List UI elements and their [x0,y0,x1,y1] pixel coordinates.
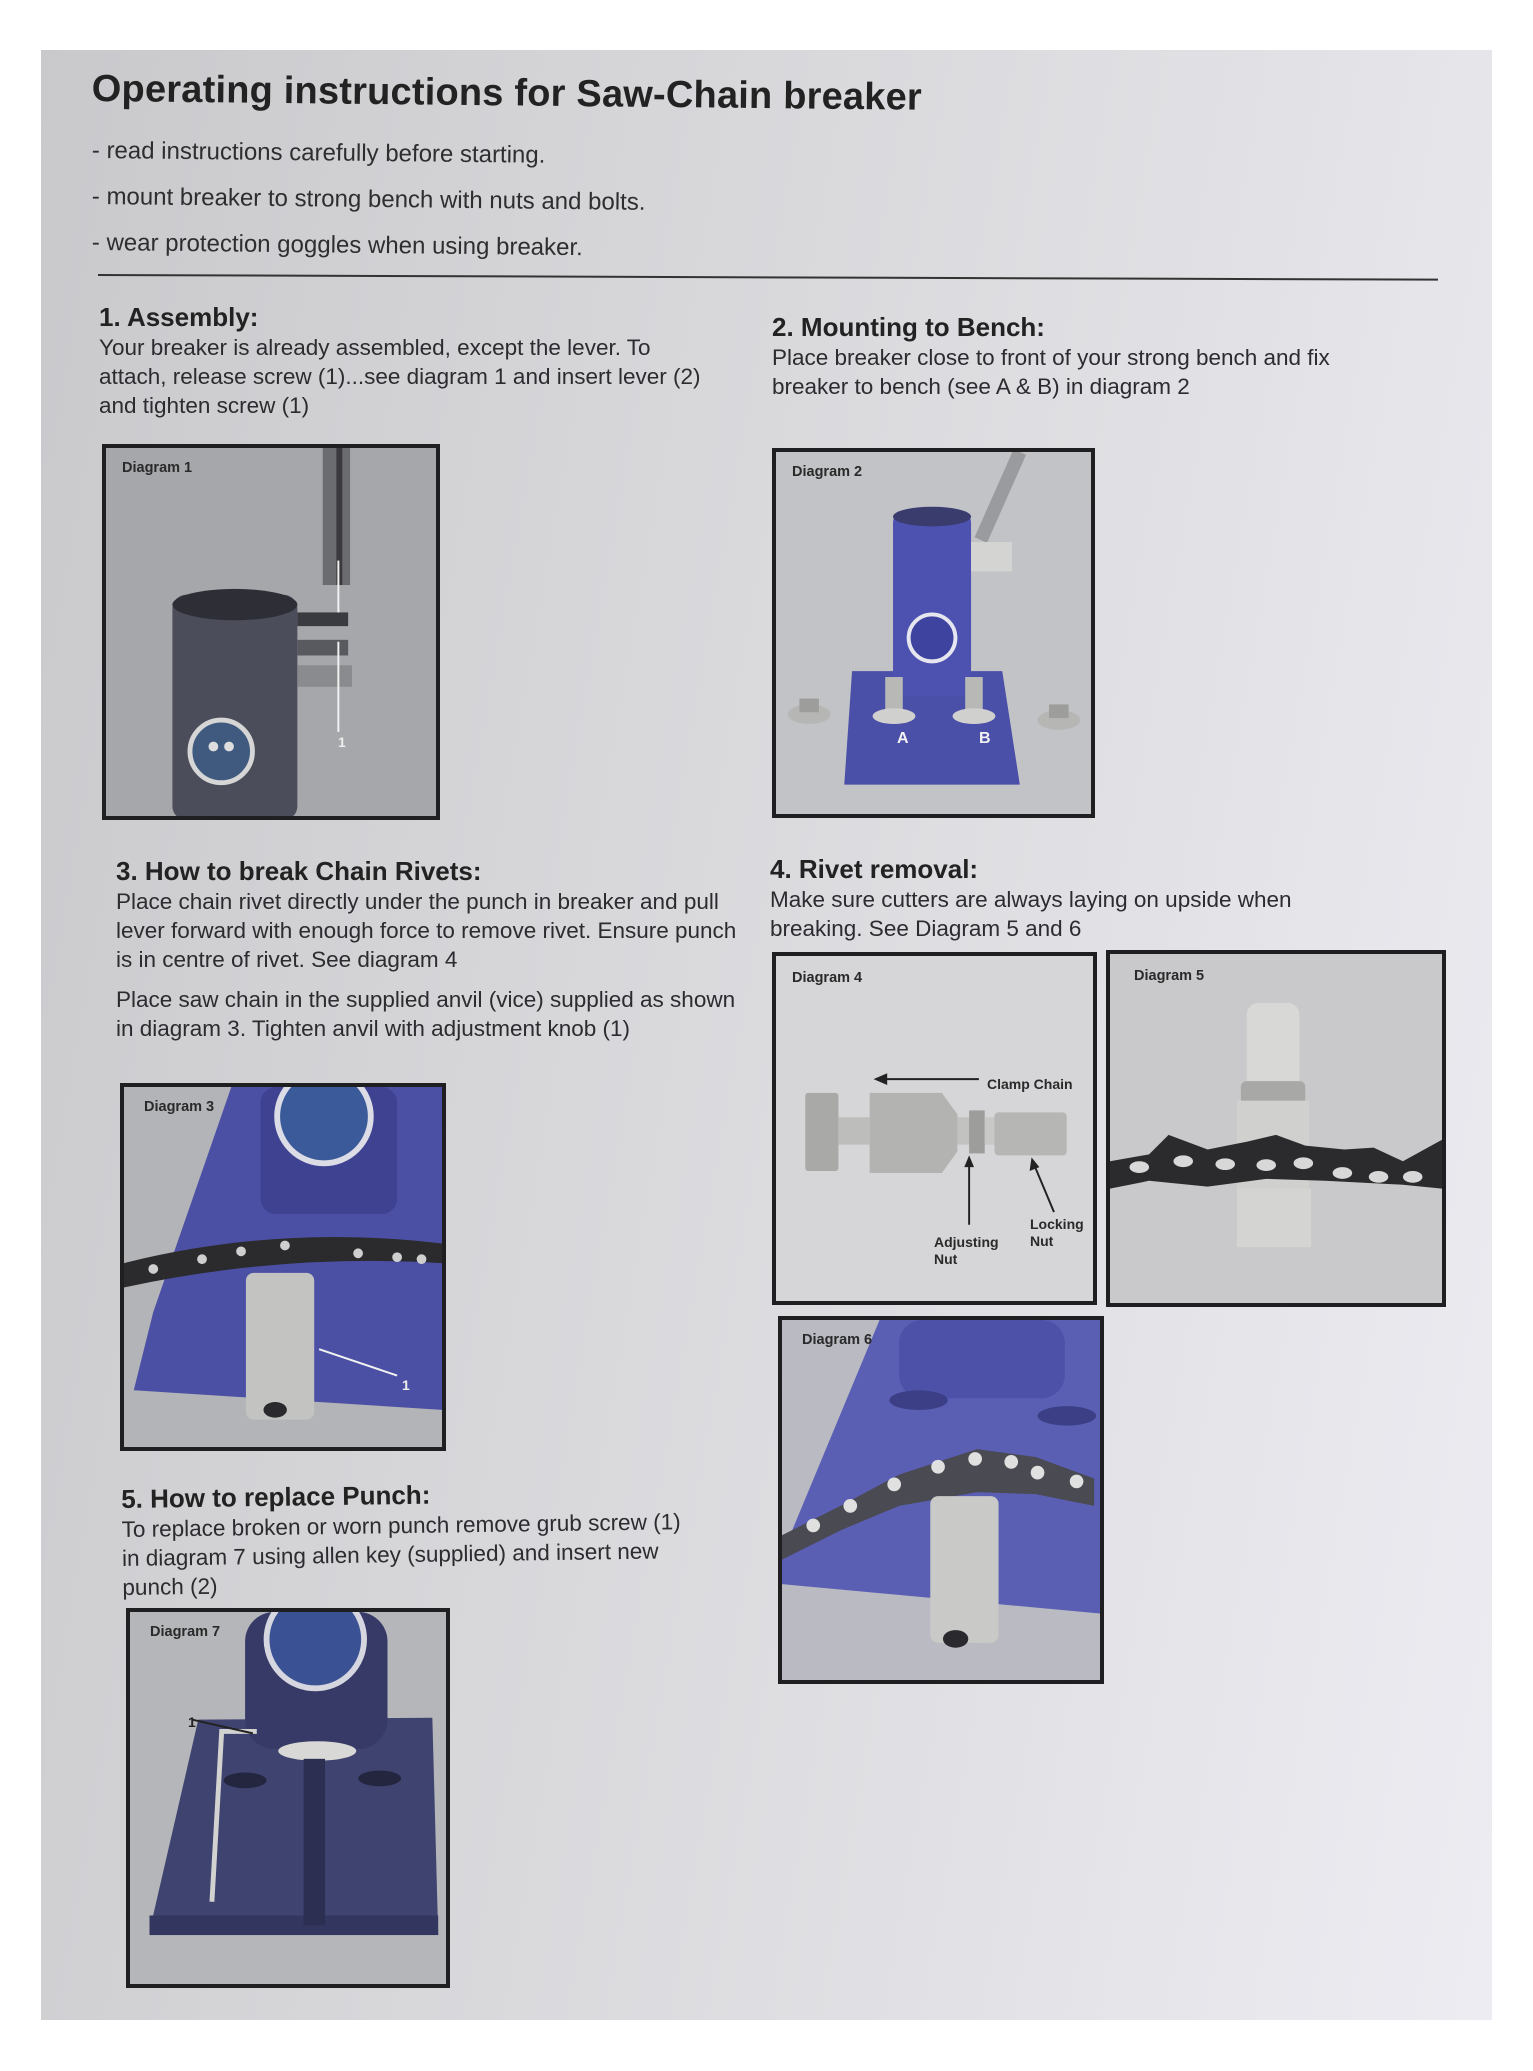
section-paragraph: Place saw chain in the supplied anvil (vice) supplied as shown in diagram 3. Tighten anvil with adjustment knob (1) [116,987,736,1041]
section-heading: 4. Rivet removal: [770,854,979,884]
diagram-label: Diagram 4 [792,970,863,986]
diagram-2 [772,448,1095,818]
diagram-label: Diagram 2 [792,464,863,480]
mount-point-b: B [979,730,991,747]
chain-in-anvil-photo [124,1087,442,1447]
diagram-6 [778,1316,1104,1684]
section-heading: 1. Assembly: [99,302,259,332]
rivet-removal-photo [782,1320,1100,1680]
section-rivet-removal [770,854,1390,954]
diagram-3 [120,1083,446,1451]
diagram-label: Diagram 3 [144,1099,215,1115]
mount-point-a: A [897,730,909,747]
diagram-label: Diagram 5 [1134,968,1205,984]
precaution-mount: - mount breaker to strong bench with nuts and bolts. [91,183,646,216]
section-heading: 3. How to break Chain Rivets: [116,856,482,886]
section-paragraph: Make sure cutters are always laying on upside when breaking. See Diagram 5 and 6 [770,887,1292,941]
section-break-rivets [116,856,741,1054]
section-text [121,1507,682,1602]
section-paragraph: Place breaker close to front of your strong bench and fix breaker to bench (see A & B) in diagram 2 [772,345,1330,399]
section-paragraph: To replace broken or worn punch remove grub screw (1) in diagram 7 using allen key (supplied) and insert new punch (2) [121,1509,681,1600]
clamp-chain-label: Clamp Chain [987,1076,1073,1092]
page-title: Operating instructions for Saw-Chain breaker [91,68,923,119]
breaker-lever-photo [106,448,436,816]
punch-replacement-photo [130,1612,446,1984]
bench-mount-photo [776,452,1091,814]
diagram-1 [102,444,440,820]
section-text [116,887,741,1043]
section-paragraph: Place chain rivet directly under the punch in breaker and pull lever forward with enough force to remove rivet. Ensure punch is in centre of rivet. See diagram 4 [116,889,737,972]
section-replace-punch [121,1476,683,1613]
section-assembly [99,302,719,431]
callout-number: 1 [402,1377,410,1393]
section-heading: 5. How to replace Punch: [121,1479,431,1514]
locking-nut-label: Locking Nut [1030,1216,1084,1249]
section-text [99,333,719,420]
section-mounting [772,312,1392,412]
diagram-7 [126,1608,450,1988]
callout-number: 1 [188,1714,196,1730]
diagram-label: Diagram 1 [122,460,193,476]
adjusting-nut-label: Adjusting Nut [934,1234,999,1267]
section-text [772,343,1392,401]
diagram-label: Diagram 7 [150,1624,221,1640]
cutters-upside-photo [1110,954,1442,1303]
callout-number: 1 [338,734,346,750]
precaution-goggles: - wear protection goggles when using breaker. [91,229,583,262]
section-heading: 2. Mounting to Bench: [772,312,1045,342]
diagram-5 [1106,950,1446,1307]
diagram-4 [772,952,1097,1305]
section-paragraph: Your breaker is already assembled, except the lever. To attach, release screw (1)...see diagram 1 and insert lever (2) and tighten screw (1) [99,335,701,418]
precaution-read: - read instructions carefully before starting. [91,137,546,169]
section-text [770,885,1390,943]
diagram-label: Diagram 6 [802,1332,873,1348]
